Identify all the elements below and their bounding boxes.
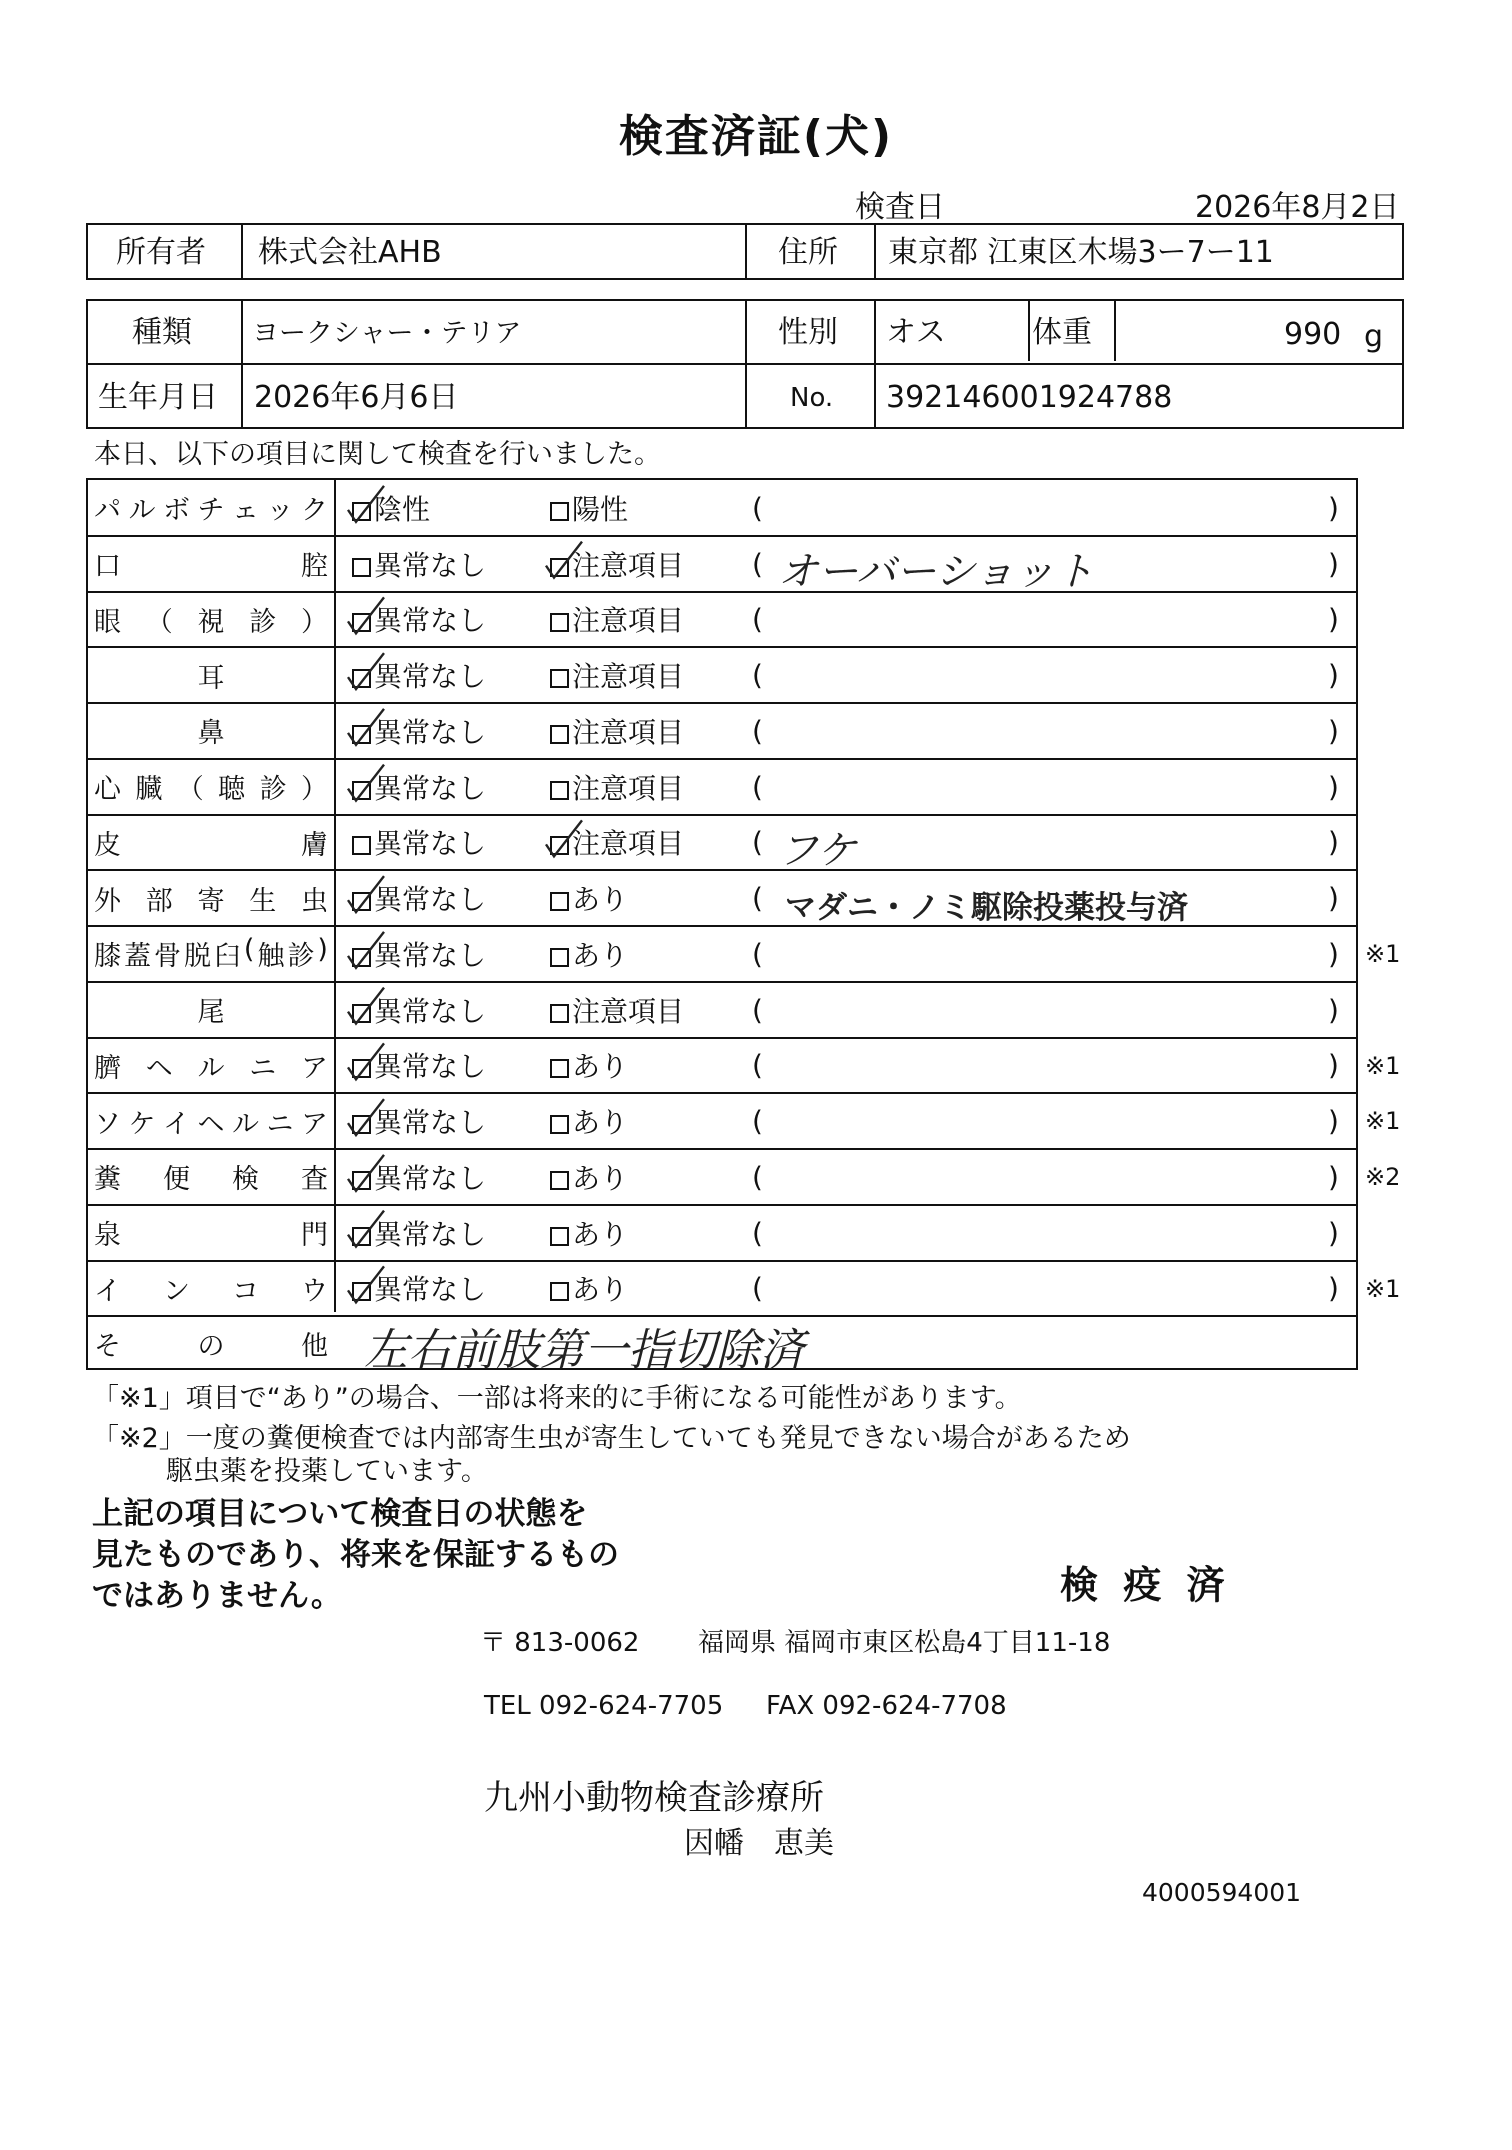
row-label-text: 皮 膚 [94, 829, 328, 861]
quarantine-stamp: 検 疫 済 [1060, 1563, 1231, 1607]
option-2-label: あり [572, 938, 629, 972]
paren-close: ) [1328, 602, 1339, 636]
option-1[interactable] [352, 822, 486, 862]
row-label [88, 870, 334, 926]
option-2-label: 陽性 [572, 492, 629, 526]
disclaimer-line-3: ではありません。 [92, 1578, 342, 1614]
weight-unit: g [1364, 319, 1384, 354]
row-label-text: 泉 門 [94, 1220, 328, 1252]
option-1[interactable] [352, 488, 430, 528]
row-label-text: 眼 （ 視 診 ） [94, 606, 328, 638]
option-2-label: 注意項目 [572, 994, 685, 1028]
paren-open: ( [752, 937, 763, 971]
inspection-row [88, 536, 1356, 595]
row-label [88, 1149, 334, 1205]
note-2-line-1: 「※2」一度の糞便検査では内部寄生虫が寄生していても発見できない場合があるため [92, 1423, 1131, 1454]
option-1[interactable] [352, 544, 486, 584]
surgery-note-mark: ※1 [1365, 940, 1401, 968]
row-label-text: 臍 ヘ ル ニ ア [94, 1052, 328, 1084]
checkbox[interactable] [550, 558, 569, 577]
row-label-text: 膝 蓋 骨 脱 臼 ( 触 診 ) [94, 934, 328, 973]
paren-close: ) [1328, 1271, 1339, 1305]
checkbox[interactable] [550, 892, 569, 911]
intro-text: 本日、以下の項目に関して検査を行いました。 [94, 439, 661, 470]
clinic-fax: FAX 092-624-7708 [766, 1691, 1007, 1721]
option-1[interactable] [352, 878, 486, 918]
animal-box [86, 299, 1404, 429]
row-label-text: パ ル ボ チ ェ ッ ク [94, 495, 328, 527]
paren-open: ( [752, 1048, 763, 1082]
row-label [88, 1205, 334, 1261]
row-label [88, 480, 334, 536]
checkbox[interactable] [352, 836, 371, 855]
clinic-tel: TEL 092-624-7705 [484, 1691, 724, 1721]
row-label [88, 1038, 334, 1094]
document-title: 検査済証(犬) [618, 111, 894, 162]
option-2-label: あり [572, 1217, 629, 1251]
checkbox[interactable] [550, 669, 569, 688]
birth-label: 生年月日 [98, 380, 218, 415]
paren-close: ) [1328, 547, 1339, 581]
inspection-row [88, 982, 1356, 1038]
paren-close: ) [1328, 825, 1339, 859]
checkbox[interactable] [550, 836, 569, 855]
birth-value: 2026年6月6日 [254, 380, 459, 415]
row-label [88, 592, 334, 648]
option-2[interactable] [550, 878, 628, 918]
row-label [88, 1261, 334, 1317]
weight-value: 990 [1284, 317, 1342, 352]
option-2[interactable] [550, 544, 684, 584]
paren-open: ( [752, 1160, 763, 1194]
inspection-row [88, 926, 1356, 982]
inspection-row [88, 815, 1356, 874]
paren-open: ( [752, 1216, 763, 1250]
option-1[interactable] [352, 1045, 486, 1085]
checkbox[interactable] [352, 613, 371, 632]
option-1[interactable] [352, 934, 486, 974]
option-2[interactable] [550, 767, 684, 807]
checkbox[interactable] [550, 613, 569, 632]
row-label-text: イ ン コ ウ [94, 1275, 328, 1307]
note-1: 「※1」項目で“あり”の場合、一部は将来的に手術になる可能性があります。 [92, 1383, 1022, 1414]
option-2-label: あり [572, 883, 629, 917]
option-1[interactable] [352, 1268, 486, 1308]
address-label: 住所 [778, 235, 838, 270]
paren-open: ( [752, 547, 763, 581]
checkbox[interactable] [352, 669, 371, 688]
option-2[interactable] [550, 1268, 628, 1308]
disclaimer-line-1: 上記の項目について検査日の状態を [92, 1496, 588, 1532]
paren-open: ( [752, 770, 763, 804]
option-2-label: あり [572, 1050, 629, 1084]
inspection-date: 2026年8月2日 [1195, 190, 1400, 225]
option-2[interactable] [550, 822, 684, 862]
checkbox[interactable] [550, 1115, 569, 1134]
inspection-row [88, 480, 1356, 536]
sex-value: オス [886, 315, 946, 350]
option-1-label: 異常なし [374, 1273, 487, 1307]
row-detail: マダニ・ノミ駆除投薬投与済 [785, 890, 1188, 926]
paren-close: ) [1328, 1104, 1339, 1138]
owner-box [86, 223, 1404, 280]
checkbox[interactable] [550, 948, 569, 967]
paren-close: ) [1328, 1048, 1339, 1082]
row-label-text: 尾 [197, 997, 225, 1029]
checkbox[interactable] [550, 1059, 569, 1078]
option-2[interactable] [550, 1157, 628, 1197]
checkbox[interactable] [352, 502, 371, 521]
other-value: 左右前肢第一指切除済 [364, 1325, 804, 1377]
paren-close: ) [1328, 770, 1339, 804]
paren-close: ) [1328, 714, 1339, 748]
checkbox[interactable] [550, 502, 569, 521]
row-label [88, 703, 334, 759]
paren-open: ( [752, 1271, 763, 1305]
option-2[interactable] [550, 990, 684, 1030]
option-1-label: 異常なし [374, 548, 487, 582]
option-2-label: 注意項目 [572, 771, 685, 805]
breed-value: ヨークシャー・テリア [252, 318, 522, 349]
row-detail: オーバーショット [778, 548, 1095, 595]
checkbox[interactable] [550, 1171, 569, 1190]
sex-label: 性別 [778, 315, 838, 350]
checkbox[interactable] [352, 1171, 371, 1190]
option-2[interactable] [550, 1101, 628, 1141]
row-label-text: 鼻 [197, 718, 225, 750]
row-label-text: 耳 [197, 662, 225, 694]
option-1[interactable] [352, 711, 486, 751]
inspection-row [88, 1093, 1356, 1149]
no-value: 392146001924788 [886, 380, 1173, 415]
paren-close: ) [1328, 881, 1339, 915]
row-label [88, 759, 334, 815]
paren-close: ) [1328, 491, 1339, 525]
checkbox[interactable] [550, 1227, 569, 1246]
option-2-label: 注意項目 [572, 827, 685, 861]
inspection-row [88, 1149, 1356, 1205]
paren-close: ) [1328, 1160, 1339, 1194]
option-1[interactable] [352, 1101, 486, 1141]
breed-label: 種類 [132, 315, 192, 350]
option-1-label: 陰性 [374, 492, 431, 526]
checkbox[interactable] [352, 1059, 371, 1078]
paren-open: ( [752, 491, 763, 525]
row-label [88, 815, 334, 871]
option-2[interactable] [550, 1045, 628, 1085]
checkbox[interactable] [550, 781, 569, 800]
option-2[interactable] [550, 488, 628, 528]
paren-open: ( [752, 658, 763, 692]
paren-open: ( [752, 602, 763, 636]
option-2[interactable] [550, 934, 628, 974]
row-label-text: 外 部 寄 生 虫 [94, 885, 328, 917]
checkbox[interactable] [550, 1004, 569, 1023]
checkbox[interactable] [352, 725, 371, 744]
option-1-label: 異常なし [374, 938, 487, 972]
option-2[interactable] [550, 1213, 628, 1253]
row-label [88, 982, 334, 1038]
inspection-row [88, 759, 1356, 815]
owner-label: 所有者 [116, 235, 206, 270]
row-label-text: ソ ケ イ ヘ ル ニ ア [94, 1108, 328, 1140]
option-1-label: 異常なし [374, 827, 487, 861]
option-1-label: 異常なし [374, 771, 487, 805]
option-1[interactable] [352, 1213, 486, 1253]
option-1[interactable] [352, 599, 486, 639]
other-label-text: そ の 他 [94, 1330, 328, 1362]
paren-open: ( [752, 993, 763, 1027]
checkbox[interactable] [352, 892, 371, 911]
paren-open: ( [752, 825, 763, 859]
option-2[interactable] [550, 599, 684, 639]
option-1-label: 異常なし [374, 715, 487, 749]
option-2-label: あり [572, 1273, 629, 1307]
option-1-label: 異常なし [374, 1161, 487, 1195]
surgery-note-mark: ※2 [1365, 1163, 1401, 1191]
row-label [88, 1093, 334, 1149]
surgery-note-mark: ※1 [1365, 1274, 1401, 1303]
option-2-label: 注意項目 [572, 548, 685, 582]
clinic-postal: 〒 813-0062 [480, 1628, 640, 1658]
surgery-note-mark: ※1 [1365, 1051, 1401, 1080]
checkbox[interactable] [550, 1282, 569, 1301]
row-detail: フケ [778, 827, 857, 874]
paren-open: ( [752, 714, 763, 748]
disclaimer [92, 1494, 619, 1617]
checkbox[interactable] [352, 781, 371, 800]
document-number: 4000594001 [1142, 1878, 1302, 1907]
inspection-row [88, 592, 1356, 648]
option-1[interactable] [352, 655, 486, 695]
inspection-row [88, 870, 1356, 926]
other-label [88, 1316, 334, 1370]
checkbox[interactable] [352, 1115, 371, 1134]
option-1-label: 異常なし [374, 660, 487, 694]
row-label-text: 心 臓 （ 聴 診 ） [94, 774, 328, 806]
paren-open: ( [752, 881, 763, 915]
inspection-row [88, 1205, 1356, 1261]
inspection-row [88, 647, 1356, 703]
address-value: 東京都 江東区木場3ー7ー11 [888, 235, 1274, 270]
option-1-label: 異常なし [374, 883, 487, 917]
option-1-label: 異常なし [374, 1106, 487, 1140]
option-1-label: 異常なし [374, 1050, 487, 1084]
other-row [88, 1316, 1356, 1377]
option-2-label: 注意項目 [572, 604, 685, 638]
owner-value: 株式会社AHB [258, 235, 442, 270]
checkbox[interactable] [352, 1004, 371, 1023]
disclaimer-line-2: 見たものであり、将来を保証するもの [92, 1537, 619, 1573]
checkbox[interactable] [352, 948, 371, 967]
inspection-table [86, 478, 1358, 1377]
option-1-label: 異常なし [374, 1217, 487, 1251]
no-label: No. [790, 383, 834, 413]
clinic-name: 九州小動物検査診療所 [484, 1778, 824, 1818]
paren-close: ) [1328, 658, 1339, 692]
surgery-note-mark: ※1 [1365, 1107, 1401, 1136]
row-label [88, 647, 334, 703]
paren-close: ) [1328, 1216, 1339, 1250]
weight-label: 体重 [1032, 315, 1092, 350]
option-1-label: 異常なし [374, 994, 487, 1028]
paren-close: ) [1328, 993, 1339, 1027]
inspection-row [88, 703, 1356, 759]
option-2-label: 注意項目 [572, 660, 685, 694]
paren-open: ( [752, 1104, 763, 1138]
option-2-label: あり [572, 1161, 629, 1195]
row-label [88, 536, 334, 592]
row-label [88, 926, 334, 982]
note-2-line-2: 駆虫薬を投薬しています。 [166, 1456, 488, 1487]
clinic-person: 因幡 恵美 [684, 1826, 834, 1861]
inspection-row [88, 1038, 1356, 1094]
option-1[interactable] [352, 767, 486, 807]
option-1[interactable] [352, 1157, 486, 1197]
option-2-label: あり [572, 1106, 629, 1140]
paren-close: ) [1328, 937, 1339, 971]
row-label-text: 口 腔 [94, 551, 328, 583]
clinic-address: 福岡県 福岡市東区松島4丁目11-18 [698, 1628, 1111, 1658]
row-label-text: 糞 便 検 査 [94, 1164, 328, 1196]
checkbox[interactable] [352, 1227, 371, 1246]
inspection-row [88, 1261, 1356, 1317]
option-1-label: 異常なし [374, 604, 487, 638]
checkbox[interactable] [352, 1282, 371, 1301]
checkbox[interactable] [352, 558, 371, 577]
option-1[interactable] [352, 990, 486, 1030]
checkbox[interactable] [550, 725, 569, 744]
inspection-date-label: 検査日 [855, 190, 945, 225]
option-2-label: 注意項目 [572, 715, 685, 749]
option-2[interactable] [550, 711, 684, 751]
option-2[interactable] [550, 655, 684, 695]
